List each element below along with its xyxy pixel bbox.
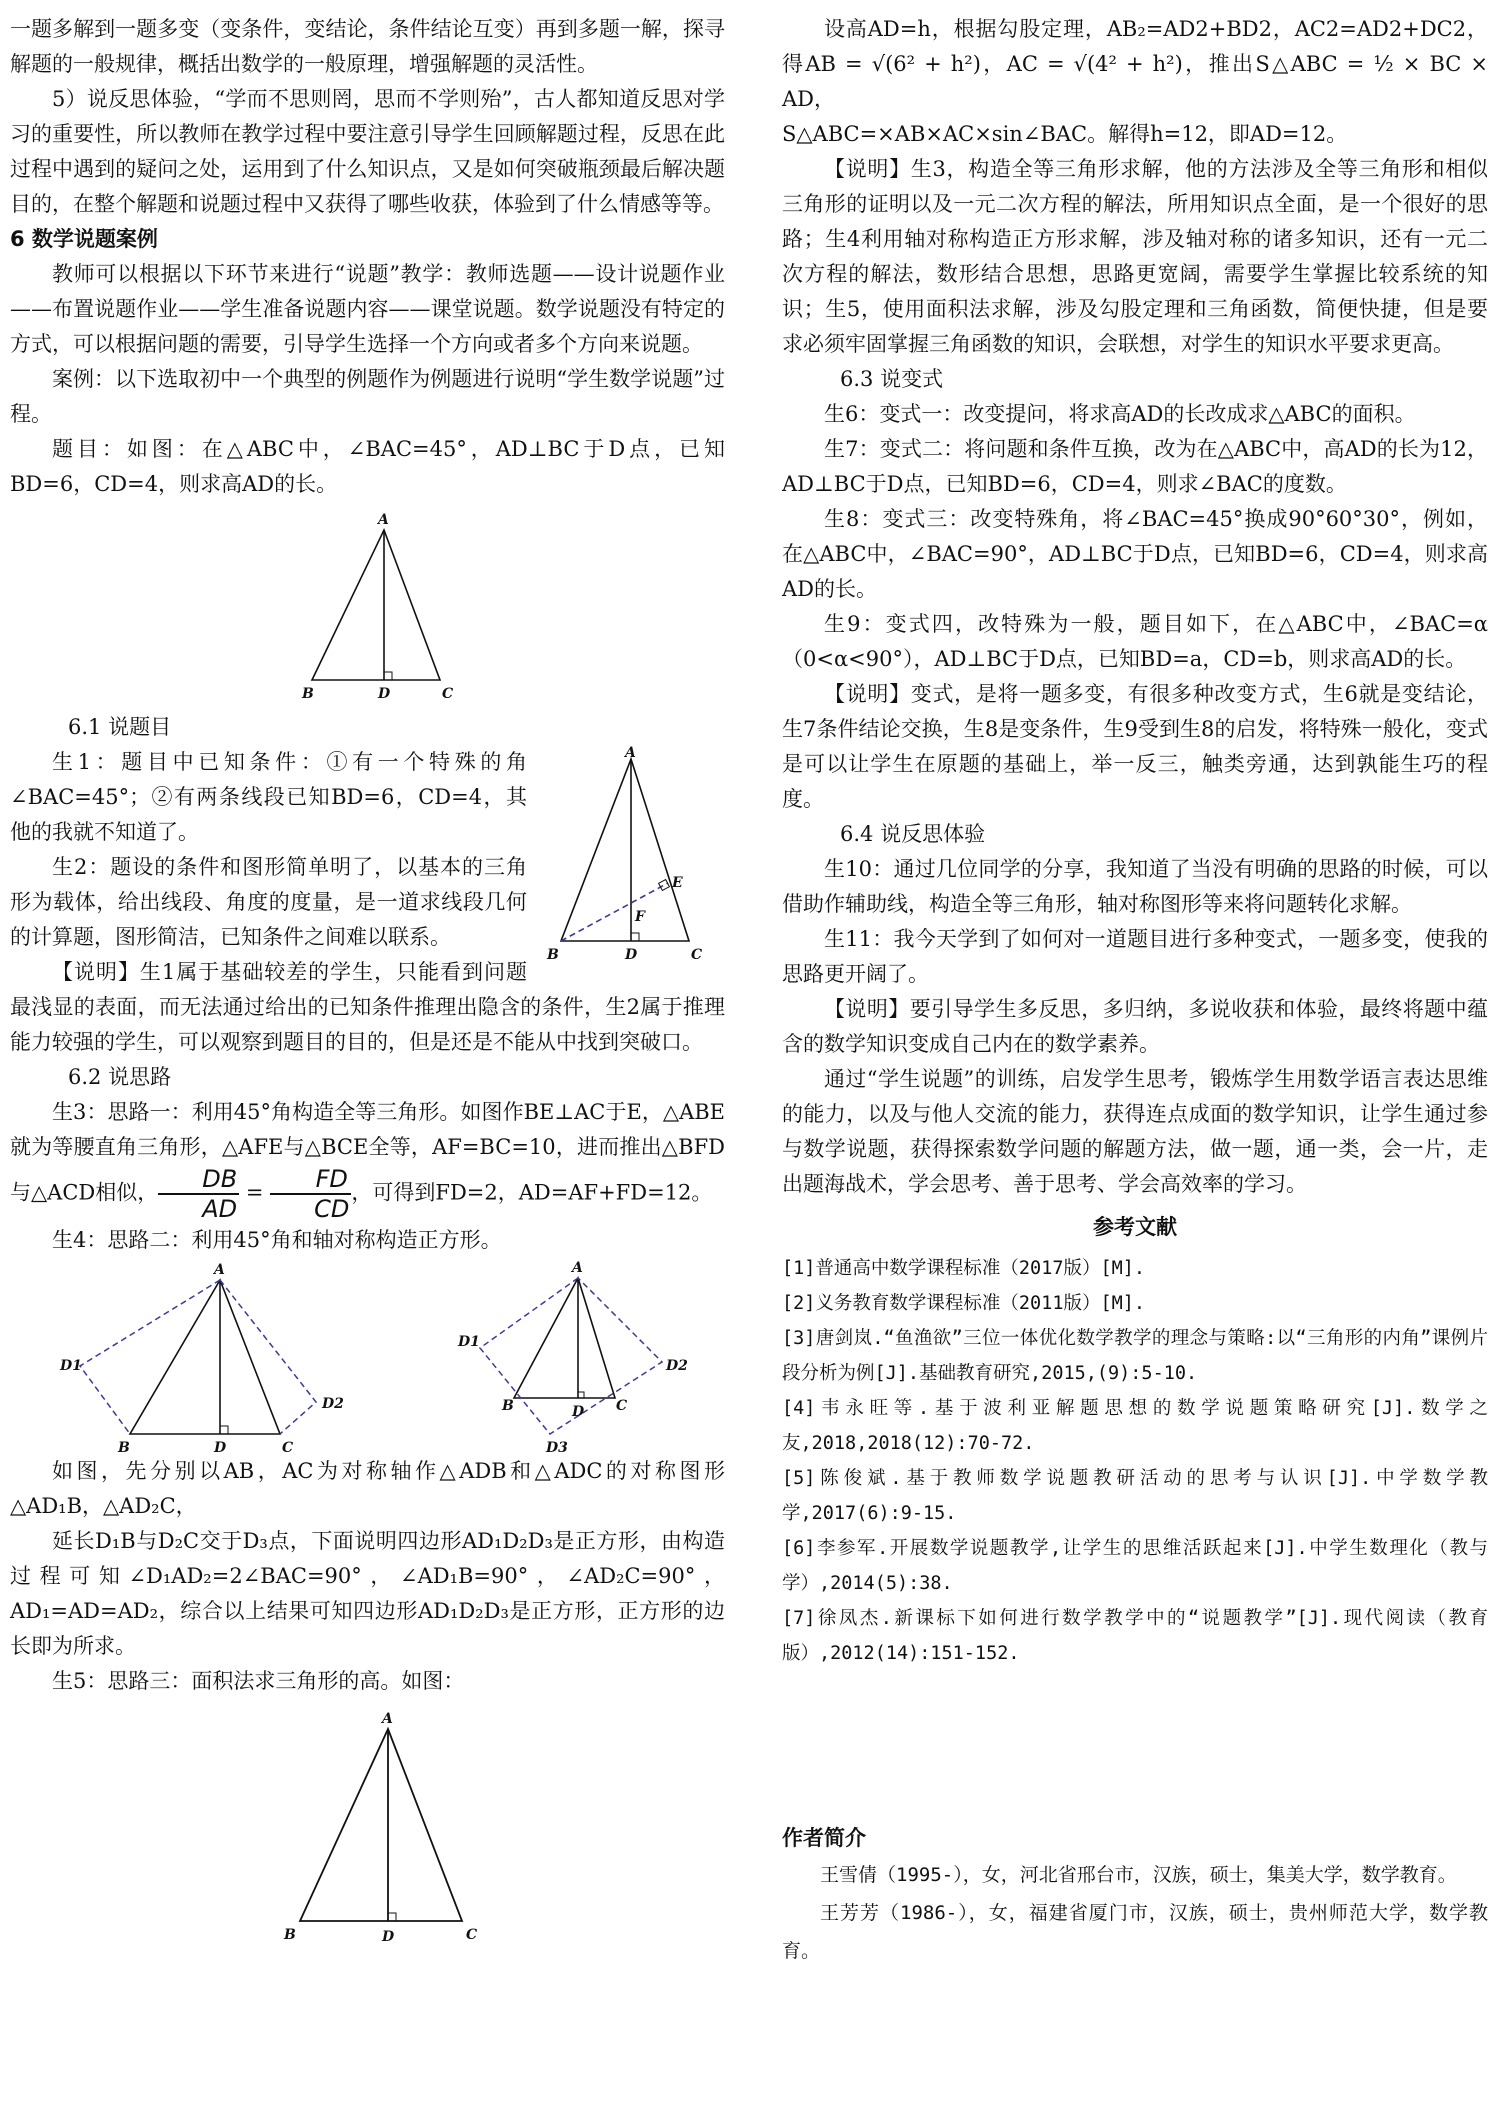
subsection-6-4: 6.4 说反思体验 xyxy=(840,822,986,846)
figure-triangle-2 xyxy=(535,745,725,971)
fraction-fd-cd xyxy=(270,1165,351,1223)
author-bio-2: 王芳芳（1986-），女，福建省厦门市，汉族，硕士，贵州师范大学，数学教育。 xyxy=(782,1902,1488,1962)
label-d3: D3 xyxy=(546,1440,568,1454)
paragraph-problem: 题目：如图：在△ABC中，∠BAC=45°，AD⊥BC于D点，已知BD=6，CD=4，则求高AD的长。 xyxy=(10,437,725,496)
references-list xyxy=(782,1251,1488,1671)
paragraph-intro: 一题多解到一题多变（变条件，变结论，条件结论互变）再到多题一解，探寻解题的一般规律，概括出数学的一般原理，增强解题的灵活性。 xyxy=(10,17,725,76)
subsection-6-1: 6.1 说题目 xyxy=(68,715,172,739)
fraction-numerator: FD xyxy=(270,1165,351,1195)
paragraph-note-3: 【说明】变式，是将一题多变，有很多种改变方式，生6就是变结论，生7条件结论交换，生8是变条件，生9受到生8的启发，将特殊一般化，变式是可以让学生在原题的基础上，举一反三，触类旁通，达到孰能生巧的程度。 xyxy=(782,682,1488,811)
paragraph-student-11: 生11：我今天学到了如何对一道题目进行多种变式，一题多变，使我的思路更开阔了。 xyxy=(782,927,1488,986)
references-heading: 参考文献 xyxy=(1093,1215,1177,1239)
label-c: C xyxy=(466,1927,478,1943)
paragraph-note-1: 【说明】生1属于基础较差的学生，只能看到问题最浅显的表面，而无法通过给出的已知条件推理出隐含的条件，生2属于推理能力较强的学生，可以观察到题目的目的，但是还是不能从中找到突破口。 xyxy=(10,960,725,1054)
paragraph-flow: 教师可以根据以下环节来进行“说题”教学：教师选题——设计说题作业——布置说题作业——学生准备说题内容——课堂说题。数学说题没有特定的方式，可以根据问题的需要，引导学生选择一个方向或者多个方向来说题。 xyxy=(10,262,725,356)
paragraph-note-2: 【说明】生3，构造全等三角形求解，他的方法涉及全等三角形和相似三角形的证明以及一元二次方程的解法，所用知识点全面，是一个很好的思路；生4利用轴对称构造正方形求解，涉及轴对称的诸多知识，还有一元二次方程的解法，数形结合思想，思路更宽阔，需要学生掌握比较系统的知识；生5，使用面积法求解，涉及勾股定理和三角函数，简便快捷，但是要求必须牢固掌握三角函数的知识，会联想，对学生的知识水平要求更高。 xyxy=(782,157,1488,356)
label-a: A xyxy=(572,1260,583,1276)
paragraph-symmetry-2: 延长D₁B与D₂C交于D₃点，下面说明四边形AD₁D₂D₃是正方形，由构造过程可知∠D₁AD₂=2∠BAC=90°，∠AD₁B=90°，∠AD₂C=90°，AD₁=AD=AD₂，综合以上结果可知四边形AD₁D₂D₃是正方形，正方形的边长即为所求。 xyxy=(10,1529,725,1658)
equals-sign: = xyxy=(239,1180,271,1205)
fraction-denominator: AD xyxy=(202,1195,238,1223)
reference-item: [5]陈俊斌.基于教师数学说题教研活动的思考与认识[J].中学数学教学,2017(6):9-15. xyxy=(782,1468,1488,1524)
label-c: C xyxy=(442,686,454,702)
reference-item: [7]徐凤杰.新课标下如何进行数学教学中的“说题教学”[J].现代阅读（教育版）,2012(14):151-152. xyxy=(782,1608,1488,1664)
label-a: A xyxy=(378,512,389,528)
section-heading-6: 6 数学说题案例 xyxy=(10,227,158,251)
paragraph-symmetry-1: 如图，先分别以AB，AC为对称轴作△ADB和△ADC的对称图形△AD₁B，△AD₂C， xyxy=(10,1459,725,1518)
reference-item: [2]义务教育数学课程标准（2011版）[M]. xyxy=(782,1293,1146,1314)
fraction-db-ad xyxy=(158,1165,239,1223)
label-e: E xyxy=(672,875,683,891)
fraction-denominator: CD xyxy=(314,1195,350,1223)
paragraph-note-4: 【说明】要引导学生多反思，多归纳，多说收获和体验，最终将题中蕴含的数学知识变成自己内在的数学素养。 xyxy=(782,997,1488,1056)
reference-item: [3]唐剑岚.“鱼渔欲”三位一体优化数学教学的理念与策略:以“三角形的内角”课例片段分析为例[J].基础教育研究,2015,(9):5-10. xyxy=(782,1328,1488,1384)
author-bio-1: 王雪倩（1995-），女，河北省邢台市，汉族，硕士，集美大学，数学教育。 xyxy=(820,1864,1457,1886)
label-b: B xyxy=(302,686,314,702)
label-b: B xyxy=(502,1398,514,1414)
label-c: C xyxy=(282,1440,294,1454)
label-c: C xyxy=(616,1398,628,1414)
paragraph-student-5-work: 设高AD=h，根据勾股定理，AB₂=AD2+BD2，AC2=AD2+DC2，得AB = √(6² + h²)，AC = √(4² + h²)，推出S△ABC = ½ × BC × AD， xyxy=(782,17,1489,111)
label-c: C xyxy=(691,947,703,963)
label-f: F xyxy=(635,909,645,925)
figure-triangle-1 xyxy=(10,502,725,710)
label-b: B xyxy=(118,1440,130,1454)
paragraph-student-1: 生1：题目中已知条件：①有一个特殊的角∠BAC=45°；②有两条线段已知BD=6，CD=4，其他的我就不知道了。 xyxy=(10,750,527,844)
label-d1: D1 xyxy=(458,1334,480,1350)
label-d: D xyxy=(214,1440,227,1454)
subsection-6-3: 6.3 说变式 xyxy=(840,367,944,391)
label-d2: D2 xyxy=(666,1358,688,1374)
label-d: D xyxy=(572,1404,585,1420)
paragraph-student-3 xyxy=(10,1095,725,1223)
subsection-6-2: 6.2 说思路 xyxy=(68,1065,172,1089)
paragraph-student-2: 生2：题设的条件和图形简单明了，以基本的三角形为载体，给出线段、角度的度量，是一道求线段几何的计算题，图形简洁，已知条件之间难以联系。 xyxy=(10,855,527,949)
paragraph-student-6: 生6：变式一：改变提问，将求高AD的长改成求△ABC的面积。 xyxy=(824,402,1416,426)
reference-item: [6]李参军.开展数学说题教学,让学生的思维活跃起来[J].中学生数理化（教与学）,2014(5):38. xyxy=(782,1538,1488,1594)
label-d1: D1 xyxy=(60,1358,82,1374)
paragraph-student-5: 生5：思路三：面积法求三角形的高。如图： xyxy=(52,1669,465,1693)
right-column xyxy=(782,12,1488,1970)
label-d2: D2 xyxy=(322,1396,344,1412)
label-d: D xyxy=(382,1929,395,1945)
paragraph-student-4: 生4：思路二：利用45°角和轴对称构造正方形。 xyxy=(52,1228,502,1252)
label-a: A xyxy=(625,745,636,761)
left-column xyxy=(10,12,725,1949)
paragraph-student-5-result: S△ABC=×AB×AC×sin∠BAC。解得h=12，即AD=12。 xyxy=(782,122,1348,146)
paragraph-conclusion: 通过“学生说题”的训练，启发学生思考，锻炼学生用数学语言表达思维的能力，以及与他人交流的能力，获得连点成面的数学知识，让学生通过参与数学说题，获得探索数学问题的解题方法，做一题，通一类，会一片，走出题海战术，学会思考、善于思考、学会高效率的学习。 xyxy=(782,1067,1488,1196)
paragraph-student-7: 生7：变式二：将问题和条件互换，改为在△ABC中，高AD的长为12，AD⊥BC于D点，已知BD=6，CD=4，则求∠BAC的度数。 xyxy=(782,437,1488,496)
paragraph-student-8: 生8：变式三：改变特殊角，将∠BAC=45°换成90°60°30°，例如，在△ABC中，∠BAC=90°，AD⊥BC于D点，已知BD=6，CD=4，则求高AD的长。 xyxy=(782,507,1488,601)
reference-item: [4]韦永旺等.基于波利亚解题思想的数学说题策略研究[J].数学之友,2018,2018(12):70-72. xyxy=(782,1398,1488,1454)
fraction-numerator: DB xyxy=(158,1165,239,1195)
author-heading: 作者简介 xyxy=(782,1826,866,1850)
student-3-tail: ，可得到FD=2，AD=AF+FD=12。 xyxy=(351,1180,713,1205)
label-a: A xyxy=(214,1262,225,1278)
label-a: A xyxy=(382,1711,393,1727)
reference-item: [1]普通高中数学课程标准（2017版）[M]. xyxy=(782,1258,1146,1279)
paragraph-student-9: 生9：变式四，改特殊为一般，题目如下，在△ABC中，∠BAC=α（0<α<90°），AD⊥BC于D点，已知BD=a，CD=b，则求高AD的长。 xyxy=(782,612,1488,671)
label-b: B xyxy=(284,1927,296,1943)
paragraph-reflect: 5）说反思体验，“学而不思则罔，思而不学则殆”，古人都知道反思对学习的重要性，所以教师在教学过程中要注意引导学生回顾解题过程，反思在此过程中遇到的疑问之处，运用到了什么知识点，又是如何突破瓶颈最后解决题目的，在整个解题和说题过程中又获得了哪些收获，体验到了什么情感等等。 xyxy=(10,87,725,216)
figure-triangle-area xyxy=(10,1699,725,1949)
student-3-text: 生3：思路一：利用45°角构造全等三角形。如图作BE⊥AC于E，△ABE就为等腰直角三角形，△AFE与△BCE全等，AF=BC=10，进而推出△BFD与△ACD相似， xyxy=(10,1100,725,1205)
paragraph-case: 案例：以下选取初中一个典型的例题作为例题进行说明“学生数学说题”过程。 xyxy=(10,367,725,426)
label-d: D xyxy=(378,686,391,702)
label-d: D xyxy=(625,947,638,963)
figure-square-construction xyxy=(10,1258,725,1454)
label-b: B xyxy=(547,947,559,963)
paragraph-student-10: 生10：通过几位同学的分享，我知道了当没有明确的思路的时候，可以借助作辅助线，构造全等三角形，轴对称图形等来将问题转化求解。 xyxy=(782,857,1488,916)
